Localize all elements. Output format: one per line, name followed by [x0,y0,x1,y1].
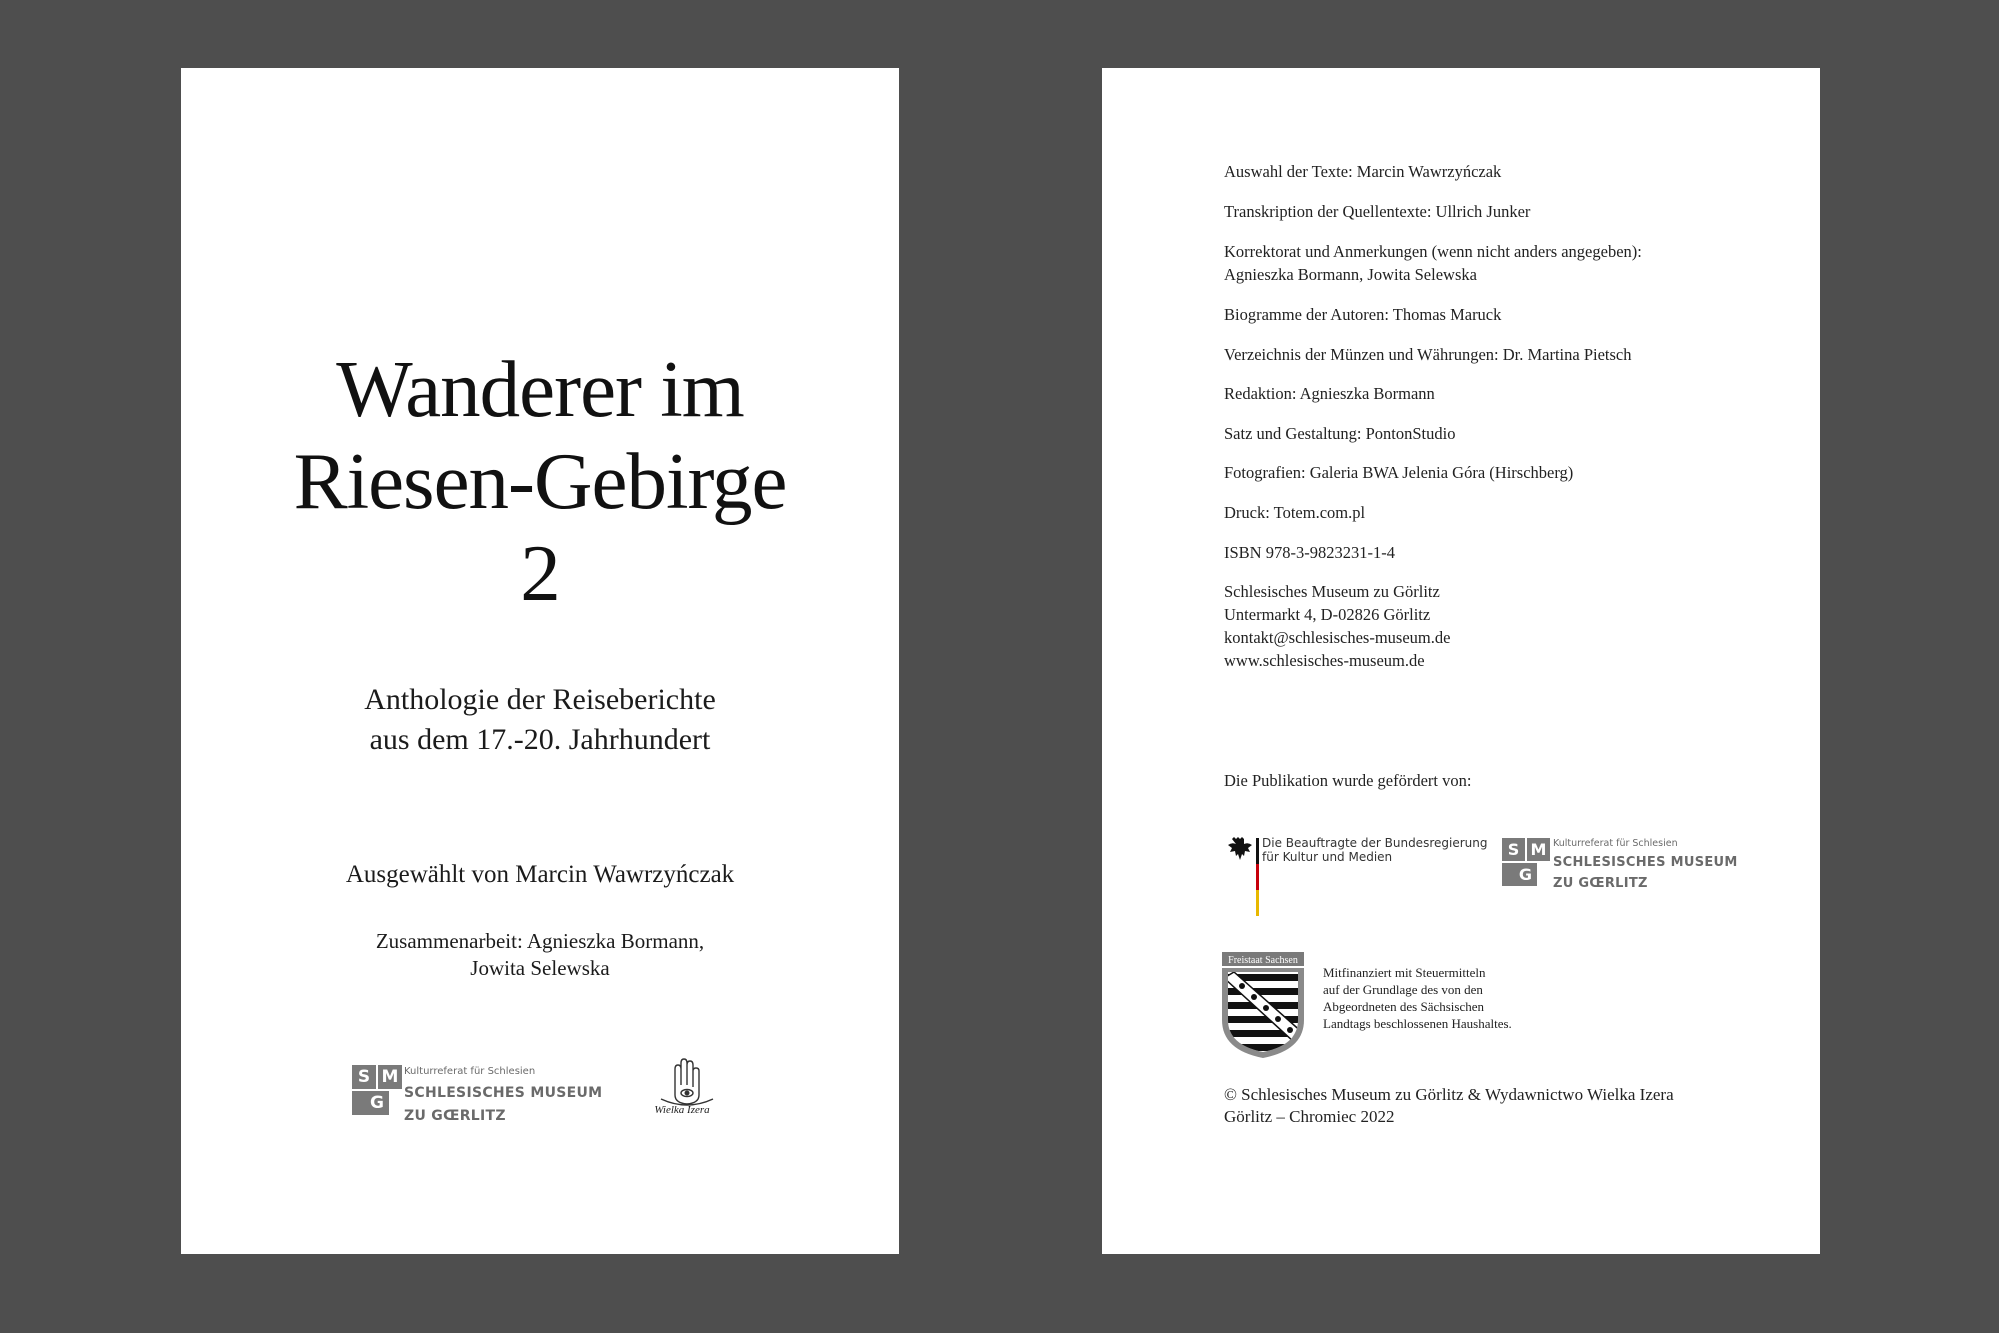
bkm-line: Die Beauftragte der Bundesregierung [1262,836,1488,850]
funding-label: Die Publikation wurde gefördert von: [1224,771,1472,790]
collaboration-line: Jowita Selewska [470,956,610,980]
smg-mark-icon [1502,838,1550,886]
credit-line: Transkription der Quellentexte: Ullrich Junker [1224,202,1531,221]
smg-museum-line: SCHLESISCHES MUSEUM [1553,855,1738,870]
museum-address [1224,580,1450,672]
title-line: Wanderer im [336,344,744,434]
address-line: Schlesisches Museum zu Görlitz [1224,582,1440,601]
credit-line: Verzeichnis der Münzen und Währungen: Dr. Martina Pietsch [1224,345,1632,364]
smg-logo [1502,838,1738,891]
copyright-notice [1224,1084,1674,1128]
coat-label: Freistaat Sachsen [1228,955,1298,966]
bkm-wordmark [1262,836,1487,864]
volume-number: 2 [520,528,560,618]
title-line: Riesen-Gebirge [293,436,787,526]
smg-museum-line: ZU GŒRLITZ [404,1108,506,1124]
credit-line: Satz und Gestaltung: PontonStudio [1224,424,1456,443]
smg-letter: G [365,1091,389,1115]
wielka-izera-logo [647,1055,717,1117]
smg-letter: M [378,1065,402,1089]
saxony-line: Mitfinanziert mit Steuermitteln [1323,965,1486,980]
bkm-logo [1220,836,1488,916]
credit-line: Druck: Totem.com.pl [1224,503,1366,522]
subtitle-line: aus dem 17.-20. Jahrhundert [369,723,711,756]
smg-museum-line: SCHLESISCHES MUSEUM [404,1085,603,1101]
smg-letter: G [1514,863,1537,886]
saxony-funding-text [1323,964,1512,1032]
smg-wordmark [1553,838,1738,891]
credit-entry [1224,303,1501,326]
credit-entry [1224,461,1573,484]
book-title [181,343,899,619]
credit-entry [1224,160,1501,183]
saxony-coat-of-arms-icon [1220,950,1306,1060]
credit-line: Korrektorat und Anmerkungen (wenn nicht anders angegeben): [1224,242,1642,261]
credit-line: Auswahl der Texte: Marcin Wawrzyńczak [1224,162,1502,181]
collaboration-credit [181,928,899,982]
credit-entry [1224,422,1455,445]
isbn [1224,541,1395,564]
editor-credit: Ausgewählt von Marcin Wawrzyńczak [345,861,735,888]
email-address: kontakt@schlesisches-museum.de [1224,628,1451,647]
book-subtitle [181,680,899,760]
credit-line: ISBN 978-3-9823231-1-4 [1224,543,1395,562]
address-line: Untermarkt 4, D-02826 Görlitz [1224,605,1431,624]
credit-line: Biogramme der Autoren: Thomas Maruck [1224,305,1502,324]
saxony-line: auf der Grundlage des von den [1323,982,1483,997]
smg-mark-icon [352,1065,402,1117]
federal-eagle-icon [1220,836,1260,916]
bkm-line: für Kultur und Medien [1262,850,1393,864]
publisher-logo-text: Wielka Izera [654,1104,710,1116]
smg-letter: S [1502,838,1525,861]
saxony-line: Landtags beschlossenen Haushaltes. [1323,1016,1512,1031]
smg-logo [352,1065,602,1124]
copyright-line: Görlitz – Chromiec 2022 [1224,1107,1395,1126]
imprint-page [1102,68,1820,1254]
smg-kulturreferat: Kulturreferat für Schlesien [404,1066,536,1077]
smg-kulturreferat: Kulturreferat für Schlesien [1553,838,1678,849]
credit-entry [1224,343,1632,366]
smg-letter: M [1527,838,1550,861]
copyright-line: © Schlesisches Museum zu Görlitz & Wydawnictwo Wielka Izera [1224,1085,1674,1104]
saxony-line: Abgeordneten des Sächsischen [1323,999,1485,1014]
credit-line: Redaktion: Agnieszka Bormann [1224,384,1435,403]
hand-eye-icon [661,1059,713,1105]
title-page [181,68,899,1254]
smg-museum-line: ZU GŒRLITZ [1553,876,1648,891]
collaboration-line: Zusammenarbeit: Agnieszka Bormann, [375,929,705,953]
credit-line: Fotografien: Galeria BWA Jelenia Góra (Hirschberg) [1224,463,1574,482]
credit-entry [1224,200,1530,223]
credit-entry [1224,382,1435,405]
credit-entry [1224,240,1642,286]
smg-letter: S [352,1065,376,1089]
subtitle-line: Anthologie der Reiseberichte [364,683,716,716]
website-url: www.schlesisches-museum.de [1224,651,1425,670]
smg-wordmark [404,1066,602,1124]
credit-line: Agnieszka Bormann, Jowita Selewska [1224,265,1477,284]
credit-entry [1224,501,1365,524]
